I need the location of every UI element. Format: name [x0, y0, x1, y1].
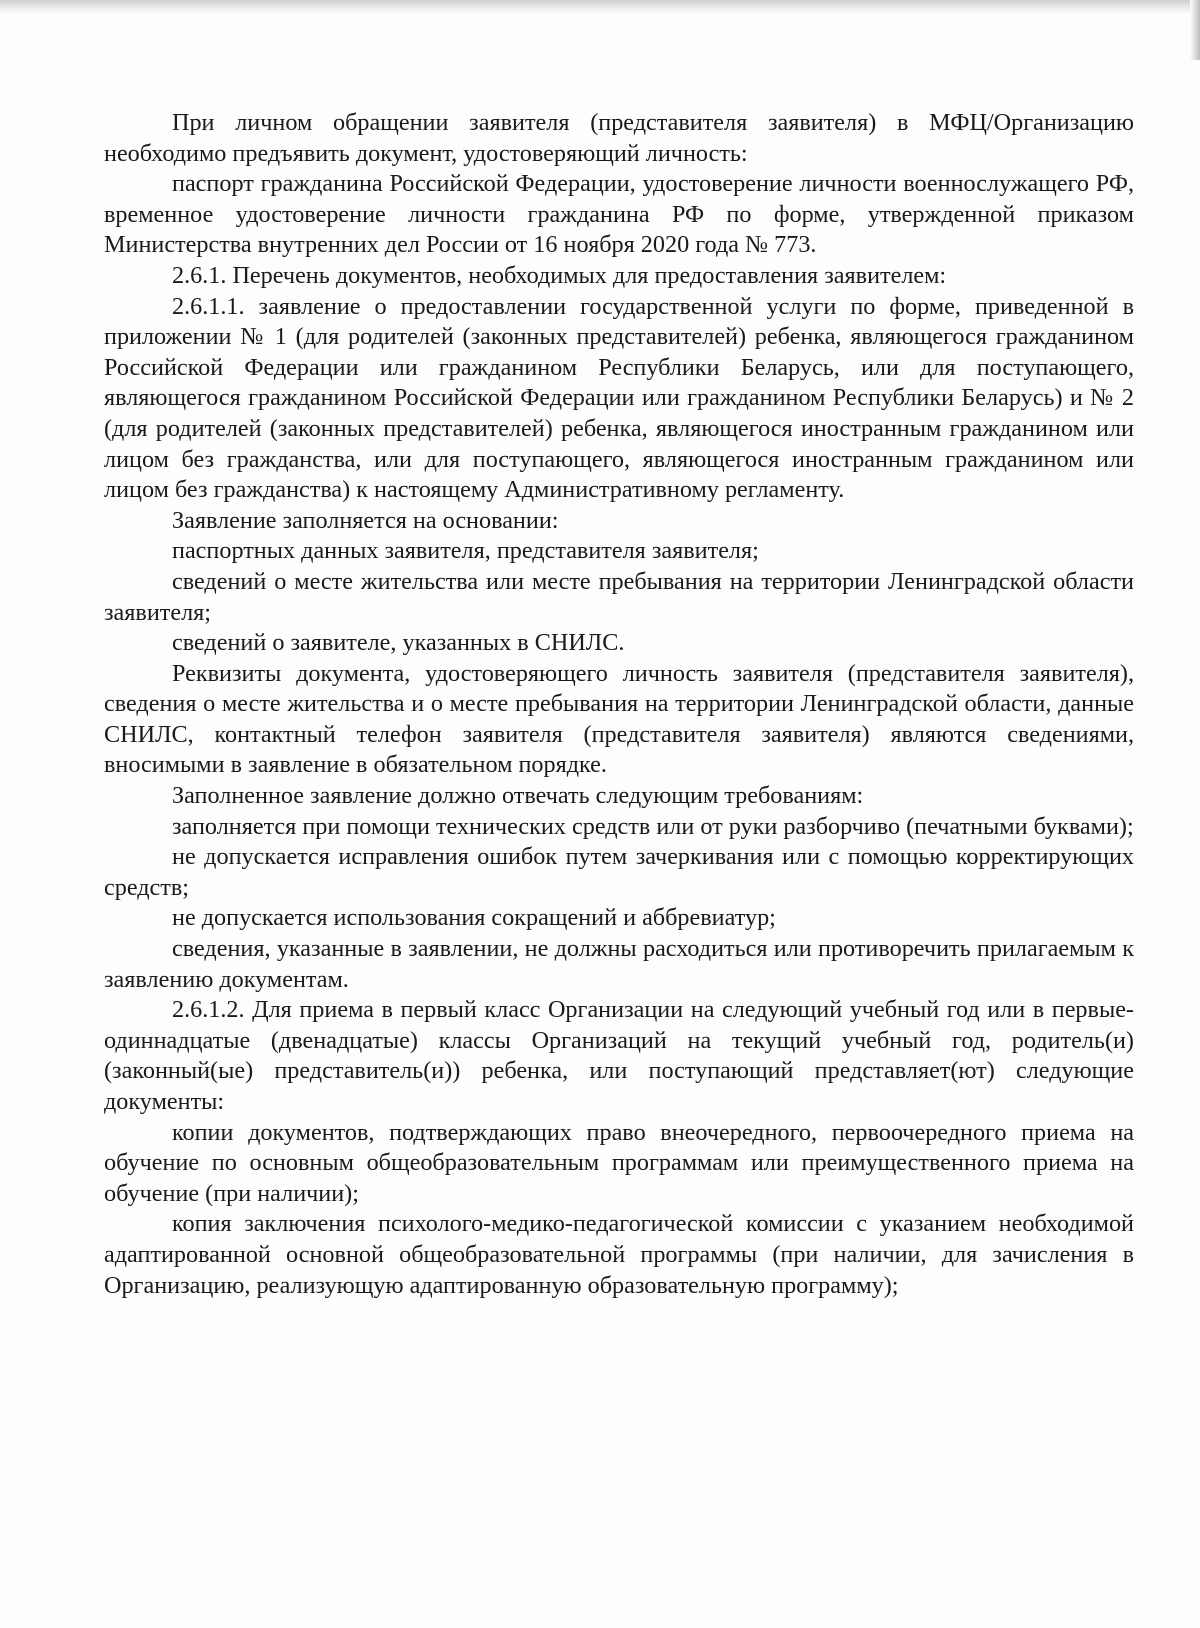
- paragraph: не допускается использования сокращений и аббревиатур;: [172, 904, 776, 932]
- paragraph: сведений о месте жительства или месте пребывания на территории Ленинградской области заявителя;: [104, 567, 1134, 626]
- scan-edge-shadow-right: [1190, 0, 1200, 60]
- paragraph: сведений о заявителе, указанных в СНИЛС.: [172, 629, 625, 657]
- paragraph: 2.6.1. Перечень документов, необходимых для предоставления заявителем:: [172, 261, 947, 289]
- paragraph: заполняется при помощи технических средств или от руки разборчиво (печатными буквами);: [172, 812, 1134, 840]
- paragraph: копия заключения психолого-медико-педагогической комиссии с указанием необходимой адаптированной основной общеобразовательной программы (при наличии, для зачисления в Организацию, реализующую адаптированную образовательную программу);: [104, 1210, 1134, 1299]
- paragraph: Реквизиты документа, удостоверяющего личность заявителя (представителя заявителя), сведения о месте жительства и о месте пребывания на территории Ленинградской области, данные СНИЛС, контактный телефон заявителя (представителя заявителя) являются сведениями, вносимыми в заявление в обязательном порядке.: [104, 659, 1134, 779]
- paragraph: Заполненное заявление должно отвечать следующим требованиям:: [172, 782, 864, 810]
- paragraph: не допускается исправления ошибок путем зачеркивания или с помощью корректирующих средств;: [104, 843, 1134, 901]
- paragraph: копии документов, подтверждающих право внеочередного, первоочередного приема на обучение по основным общеобразовательным программам или преимущественного приема на обучение (при наличии);: [104, 1118, 1134, 1207]
- paragraph: паспортных данных заявителя, представителя заявителя;: [172, 537, 759, 565]
- paragraph: 2.6.1.1. заявление о предоставлении государственной услуги по форме, приведенной в приложении № 1 (для родителей (законных представителей) ребенка, являющегося гражданином Российской Федерации или гражданином Республики Беларусь, или для поступающего, являющегося гражданином Российской Федерации или гражданином Республики Беларусь) и № 2 (для родителей (законных представителей) ребенка, являющегося иностранным гражданином или лицом без гражданства, или для поступающего, являющегося иностранным гражданином или лицом без гражданства) к настоящему Административному регламенту.: [104, 292, 1134, 504]
- document-body: [104, 108, 1134, 1301]
- paragraph: Заявление заполняется на основании:: [172, 506, 559, 534]
- scan-edge-shadow: [0, 0, 1200, 14]
- paragraph: 2.6.1.2. Для приема в первый класс Организации на следующий учебный год или в первые-одиннадцатые (двенадцатые) классы Организаций на текущий учебный год, родитель(и) (законный(ые) представитель(и)) ребенка, или поступающий представляет(ют) следующие документы:: [104, 996, 1134, 1115]
- paragraph: сведения, указанные в заявлении, не должны расходиться или противоречить прилагаемым к заявлению документам.: [104, 935, 1134, 993]
- paragraph: паспорт гражданина Российской Федерации, удостоверение личности военнослужащего РФ, временное удостоверение личности гражданина РФ по форме, утвержденной приказом Министерства внутренних дел России от 16 ноября 2020 года № 773.: [104, 170, 1134, 259]
- paragraph: При личном обращении заявителя (представителя заявителя) в МФЦ/Организацию необходимо предъявить документ, удостоверяющий личность:: [104, 109, 1134, 167]
